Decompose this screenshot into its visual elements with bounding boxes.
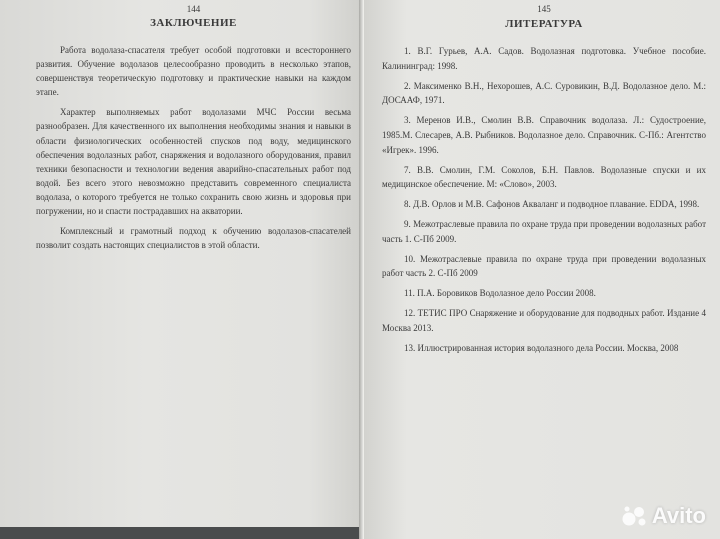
reference-item: 7. В.В. Смолин, Г.М. Соколов, Б.Н. Павлов. Водолазные спуски и их медицинское обеспечение. М: «Слово», 2003.	[382, 164, 706, 190]
avito-watermark-text: Avito	[651, 503, 706, 528]
reference-item: 9. Межотраслевые правила по охране труда при проведении водолазных работ часть 1. С-Пб 2009.	[382, 218, 706, 244]
reference-list	[382, 44, 706, 355]
reference-item: 12. ТЕТИС ПРО Снаряжение и оборудование для подводных работ. Издание 4 Москва 2013.	[382, 307, 706, 333]
conclusion-paragraph-1: Работа водолаза-спасателя требует особой подготовки и всестороннего развития. Обучение водолазов целесообразно проводить в несколько этапов, совершенствуя теоретическую подготовку и практические навыки на каждом этапе.	[36, 45, 351, 98]
literature-heading: ЛИТЕРАТУРА	[505, 18, 583, 30]
left-page	[0, 0, 363, 527]
reference-item: 1. В.Г. Гурьев, А.А. Садов. Водолазная подготовка. Учебное пособие. Калининград: 1998.	[382, 46, 706, 71]
reference-item: 13. Иллюстрированная история водолазного дела России. Москва, 2008	[404, 342, 679, 353]
reference-item: 2. Максименко В.Н., Нехорошев, А.С. Суровикин, В.Д. Водолазное дело. М.: ДОСААФ, 1971.	[382, 80, 706, 106]
reference-item: 10. Межотраслевые правила по охране труда при проведении водолазных работ часть 2. С-Пб 2009	[382, 253, 706, 279]
conclusion-paragraph-2: Характер выполняемых работ водолазами МЧС России весьма разнообразен. Для качественного их выполнения необходимы знания и навыки в области физиологических особенностей спусков под воду, медицинского обеспечения водолазных работ, снаряжения и водолазного оборудования, правил техники безопасности и технологии ведения аварийно-спасательных работ под водой. Без всего этого невозможно представить современного специалиста водолаза, о которого требуется не только сохранить свою жизнь и здоровья при погружении, но и спасти пострадавших на акватории.	[36, 107, 351, 217]
page-number-right: 145	[537, 4, 551, 14]
avito-logo-icon	[622, 505, 648, 527]
reference-item: 3. Меренов И.В., Смолин В.В. Справочник водолаза. Л.: Судостроение, 1985.М. Слесарев, А.В. Рыбников. Водолазное дело. Справочник. С-Пб.: Агентство «Игрек». 1996.	[382, 115, 706, 155]
page-number-left: 144	[186, 4, 201, 14]
reference-item: 11. П.А. Боровиков Водолазное дело России 2008.	[404, 288, 596, 299]
right-page	[364, 0, 720, 539]
avito-watermark	[622, 503, 706, 529]
conclusion-heading: ЗАКЛЮЧЕНИЕ	[150, 17, 237, 29]
reference-item: 8. Д.В. Орлов и М.В. Сафонов Акваланг и подводное плавание. EDDA, 1998.	[404, 199, 700, 210]
conclusion-paragraph-3: Комплексный и грамотный подход к обучению водолазов-спасателей позволит создать настоящих специалистов в этой области.	[36, 226, 351, 251]
